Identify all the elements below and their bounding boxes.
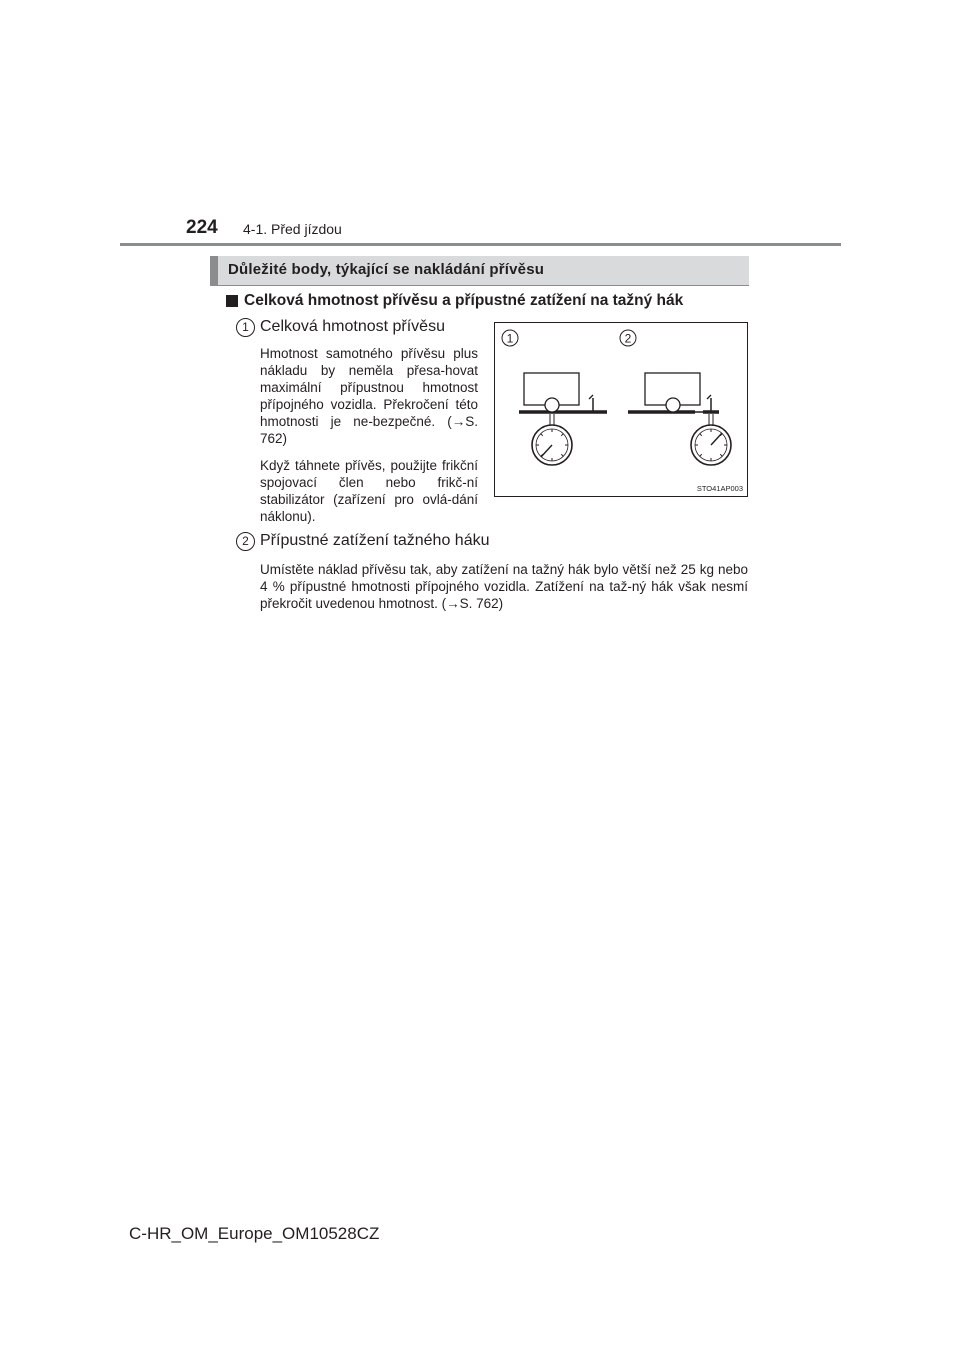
chapter-title: 4-1. Před jízdou (243, 221, 342, 237)
section-title: Důležité body, týkající se nakládání přívěsu (228, 261, 545, 278)
item-2-number-badge: 2 (236, 532, 255, 551)
item-1-title: Celková hmotnost přívěsu (260, 318, 445, 335)
svg-text:2: 2 (624, 331, 632, 346)
header-divider (120, 243, 841, 246)
figure-label-1 (502, 330, 518, 346)
subsection-heading (226, 292, 683, 310)
tongue-weight-diagram (628, 373, 731, 465)
page-number: 224 (186, 217, 218, 238)
trailer-weight-figure (494, 322, 748, 497)
svg-text:1: 1 (506, 331, 514, 346)
item-1-paragraph-1: Hmotnost samotného přívěsu plus nákladu by neměla přesa-hovat maximální přípustnou hmotnost přípojného vozidla. Překročení této hmotnosti je ne-bezpečné. (→S. 762) (260, 346, 478, 446)
document-id: C-HR_OM_Europe_OM10528CZ (129, 1224, 380, 1243)
figure-label-2 (620, 330, 636, 346)
square-bullet-icon (226, 295, 238, 307)
trailer-weight-diagram (519, 373, 607, 465)
item-2-title: Přípustné zatížení tažného háku (260, 532, 490, 549)
item-1-paragraph-2: Když táhnete přívěs, použijte frikční spojovací člen nebo frikč-ní stabilizátor (zařízení pro ovlá-dání náklonu). (260, 458, 478, 524)
section-heading-bar (210, 256, 749, 286)
item-2-paragraph-1: Umístěte náklad přívěsu tak, aby zatížení na tažný hák bylo větší než 25 kg nebo 4 % přípustné hmotnosti přípojného vozidla. Zatížení na taž-ný hák však nesmí překročit uvedenou hmotnost. (→S. 762) (260, 562, 748, 611)
item-1-number-badge: 1 (236, 318, 255, 337)
trailer-scale-illustration (495, 323, 747, 496)
section-accent (210, 256, 218, 285)
figure-code: STO41AP003 (696, 484, 743, 493)
subsection-title: Celková hmotnost přívěsu a přípustné zatížení na tažný hák (244, 292, 684, 309)
